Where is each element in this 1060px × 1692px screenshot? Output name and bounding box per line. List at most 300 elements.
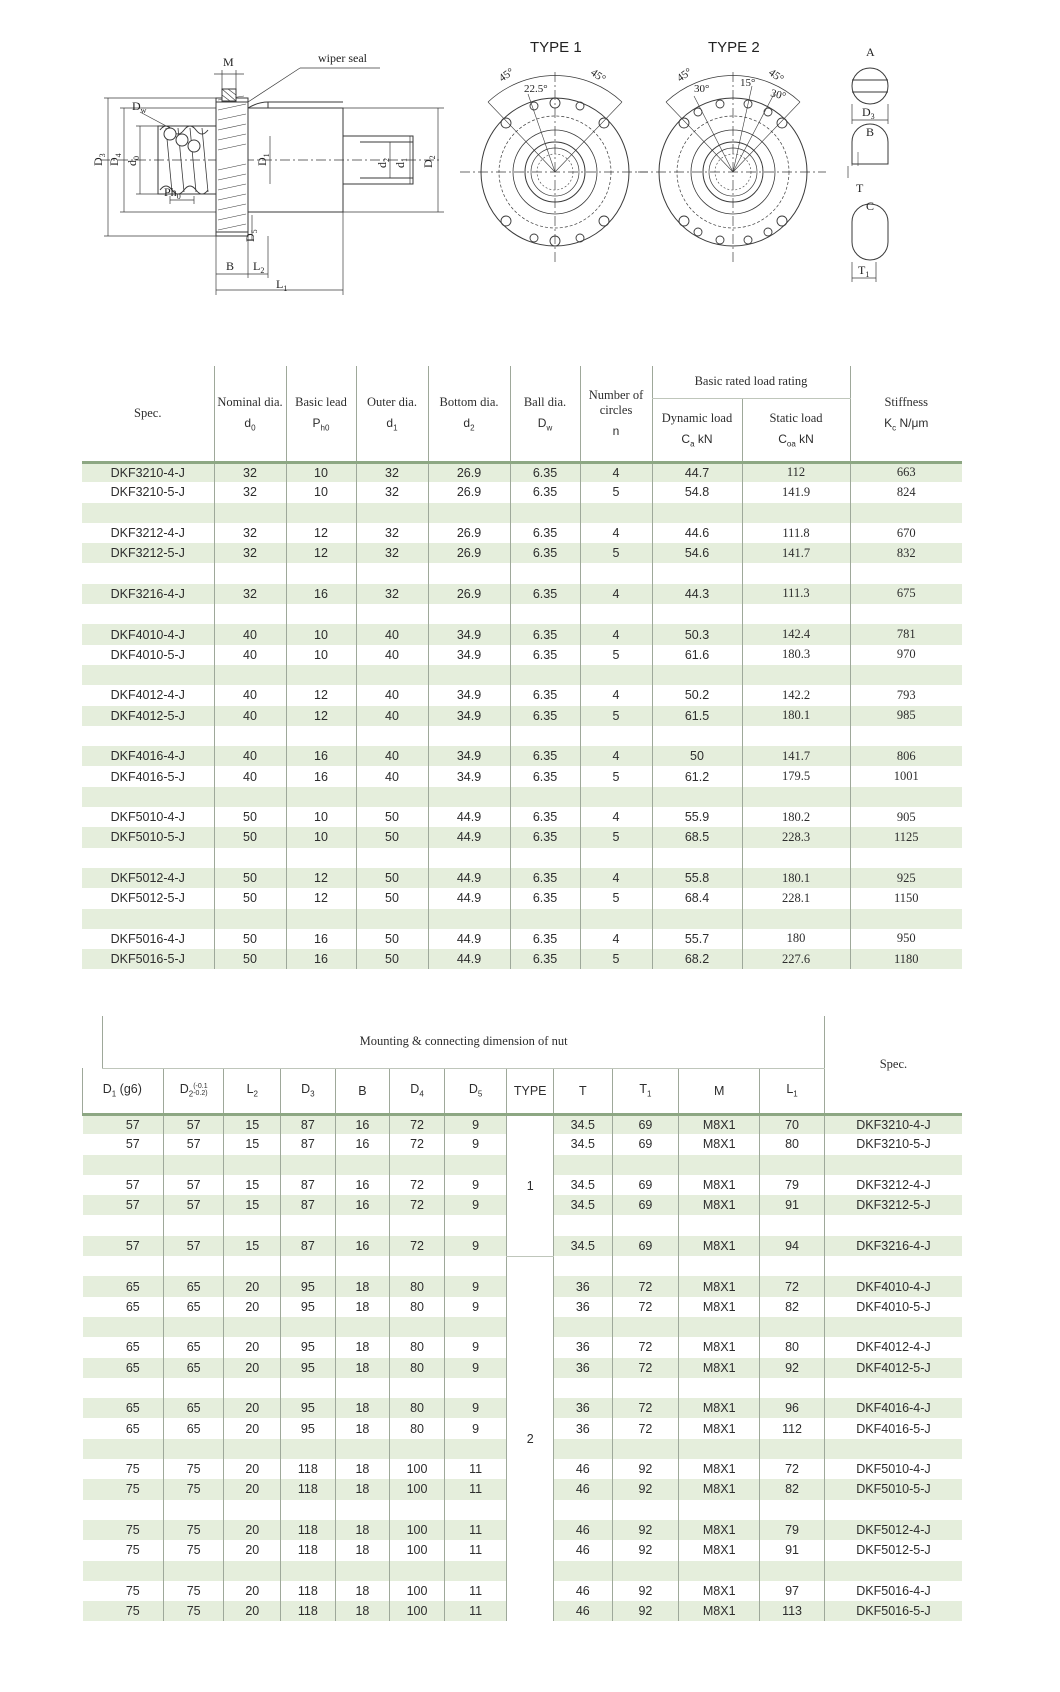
value-cell: 4	[580, 929, 652, 949]
value-cell: 69	[612, 1195, 679, 1215]
value-cell: 92	[612, 1540, 679, 1560]
value-cell	[580, 787, 652, 807]
col-bottom-dia: Bottom dia. $d_2$	[428, 366, 510, 462]
value-cell: 20	[224, 1358, 281, 1378]
spec-cell: DKF5016-4-J	[110, 931, 185, 946]
spec-cell	[824, 1561, 962, 1581]
value-cell	[444, 1378, 507, 1398]
value-cell: 950	[850, 929, 962, 949]
value-cell: 16	[286, 584, 356, 604]
value-cell: 6.35	[510, 706, 580, 726]
value-cell: 69	[612, 1114, 679, 1134]
value-cell: 44.9	[428, 949, 510, 969]
value-cell: 79	[760, 1175, 825, 1195]
value-cell	[444, 1215, 507, 1235]
value-cell: 36	[553, 1297, 612, 1317]
col-dynamic-load: Dynamic load $C_a$ kN	[652, 398, 742, 462]
value-cell	[428, 665, 510, 685]
value-cell: 20	[224, 1418, 281, 1438]
value-cell	[163, 1317, 224, 1337]
value-cell: 12	[286, 868, 356, 888]
value-cell	[214, 604, 286, 624]
value-cell: 781	[850, 624, 962, 644]
value-cell	[553, 1500, 612, 1520]
row-margin	[83, 1418, 103, 1438]
spec-cell	[82, 726, 214, 746]
value-cell: 80	[390, 1276, 445, 1296]
value-cell: 18	[335, 1297, 390, 1317]
value-cell: 50	[214, 827, 286, 847]
value-cell: 112	[742, 462, 850, 482]
value-cell	[652, 665, 742, 685]
value-cell: 11	[444, 1601, 507, 1621]
value-cell: 50	[356, 929, 428, 949]
value-cell: 80	[390, 1297, 445, 1317]
value-cell: 4	[580, 584, 652, 604]
value-cell	[356, 563, 428, 583]
value-cell: 65	[163, 1297, 224, 1317]
spec-cell: DKF3210-4-J	[824, 1114, 962, 1134]
value-cell: 92	[612, 1520, 679, 1540]
value-cell: 65	[163, 1398, 224, 1418]
value-cell	[742, 909, 850, 929]
value-cell	[286, 665, 356, 685]
value-cell	[652, 787, 742, 807]
value-cell	[163, 1256, 224, 1276]
table-row	[82, 868, 962, 888]
table-row	[82, 685, 962, 705]
value-cell	[103, 1378, 164, 1398]
value-cell	[286, 787, 356, 807]
row-margin	[83, 1398, 103, 1418]
value-cell: 20	[224, 1540, 281, 1560]
value-cell	[760, 1317, 825, 1337]
value-cell	[679, 1155, 760, 1175]
value-cell: 20	[224, 1581, 281, 1601]
value-cell: 40	[356, 766, 428, 786]
value-cell: 75	[163, 1520, 224, 1540]
value-cell: 65	[163, 1418, 224, 1438]
value-cell	[652, 563, 742, 583]
value-cell: 57	[125, 1198, 140, 1213]
value-cell: 12	[286, 543, 356, 563]
value-cell: 15	[224, 1114, 281, 1134]
value-cell: 5	[580, 543, 652, 563]
value-cell: 1150	[850, 888, 962, 908]
value-cell	[428, 848, 510, 868]
value-cell: 18	[335, 1520, 390, 1540]
value-cell: 40	[356, 706, 428, 726]
value-cell: 92	[760, 1358, 825, 1378]
value-cell: 11	[444, 1540, 507, 1560]
row-margin	[83, 1337, 103, 1357]
col-M: M	[679, 1068, 760, 1114]
spec-cell: DKF5012-4-J	[110, 871, 185, 886]
value-cell: 905	[850, 807, 962, 827]
value-cell	[335, 1256, 390, 1276]
value-cell	[390, 1378, 445, 1398]
value-cell: 57	[163, 1195, 224, 1215]
value-cell: 55.9	[652, 807, 742, 827]
value-cell: 50	[356, 888, 428, 908]
value-cell	[742, 604, 850, 624]
value-cell: 65	[125, 1360, 140, 1375]
value-cell: 61.2	[652, 766, 742, 786]
value-cell	[335, 1378, 390, 1398]
spacer-row	[83, 1256, 963, 1276]
value-cell: 663	[850, 462, 962, 482]
spec-cell: DKF3212-5-J	[110, 546, 185, 561]
value-cell	[163, 1215, 224, 1235]
value-cell: 180.1	[742, 868, 850, 888]
value-cell	[103, 1500, 164, 1520]
value-cell	[103, 1256, 164, 1276]
col-outer-dia: Outer dia. $d_1$	[356, 366, 428, 462]
col-B: B	[335, 1068, 390, 1114]
value-cell: 55.7	[652, 929, 742, 949]
value-cell: 11	[444, 1520, 507, 1540]
value-cell: 832	[850, 543, 962, 563]
value-cell: 6.35	[510, 543, 580, 563]
value-cell	[224, 1378, 281, 1398]
value-cell: 18	[335, 1540, 390, 1560]
row-margin	[83, 1317, 103, 1337]
spacer-row	[82, 604, 962, 624]
value-cell: 141.9	[742, 482, 850, 502]
type-cell: 1	[507, 1114, 553, 1256]
value-cell: 180	[742, 929, 850, 949]
value-cell: 57	[125, 1238, 140, 1253]
value-cell: 57	[125, 1117, 140, 1132]
value-cell: 6.35	[510, 868, 580, 888]
value-cell: 44.7	[652, 462, 742, 482]
value-cell	[281, 1256, 336, 1276]
value-cell	[390, 1256, 445, 1276]
value-cell: 32	[356, 584, 428, 604]
value-cell: 4	[580, 746, 652, 766]
label-D4: $D_4$	[107, 153, 123, 166]
value-cell: 15	[224, 1195, 281, 1215]
value-cell	[390, 1317, 445, 1337]
value-cell: 87	[281, 1195, 336, 1215]
value-cell: 32	[356, 482, 428, 502]
value-cell: 72	[612, 1358, 679, 1378]
value-cell	[335, 1155, 390, 1175]
value-cell	[214, 563, 286, 583]
value-cell: 75	[125, 1604, 140, 1619]
col-ball-dia: Ball dia. $D_w$	[510, 366, 580, 462]
value-cell: 57	[163, 1236, 224, 1256]
type1-title: TYPE 1	[530, 39, 582, 56]
value-cell: M8X1	[679, 1601, 760, 1621]
value-cell: 26.9	[428, 523, 510, 543]
value-cell	[390, 1215, 445, 1235]
value-cell: 12	[286, 685, 356, 705]
spec-cell: DKF5012-5-J	[824, 1540, 962, 1560]
value-cell	[850, 604, 962, 624]
value-cell: 32	[214, 543, 286, 563]
spec-cell: DKF5010-5-J	[110, 830, 185, 845]
shape-label-D3: $D_3$	[862, 105, 875, 121]
value-cell: 6.35	[510, 766, 580, 786]
value-cell	[652, 909, 742, 929]
value-cell: 1180	[850, 949, 962, 969]
value-cell	[356, 665, 428, 685]
col-spec: Spec.	[82, 366, 214, 462]
value-cell	[553, 1378, 612, 1398]
value-cell	[742, 503, 850, 523]
value-cell	[510, 787, 580, 807]
value-cell: 75	[163, 1540, 224, 1560]
value-cell: 46	[553, 1520, 612, 1540]
col-T: T	[553, 1068, 612, 1114]
value-cell: 69	[612, 1175, 679, 1195]
value-cell: 32	[356, 543, 428, 563]
value-cell	[742, 665, 850, 685]
value-cell	[580, 604, 652, 624]
value-cell: 87	[281, 1134, 336, 1154]
spec-cell	[82, 563, 214, 583]
value-cell: 36	[553, 1276, 612, 1296]
value-cell: 15	[224, 1236, 281, 1256]
value-cell: 75	[163, 1601, 224, 1621]
value-cell	[652, 503, 742, 523]
value-cell: 16	[335, 1114, 390, 1134]
spacer-row	[82, 787, 962, 807]
value-cell: 4	[580, 462, 652, 482]
value-cell: 44.9	[428, 868, 510, 888]
value-cell: 40	[356, 624, 428, 644]
table-row	[82, 766, 962, 786]
value-cell: 92	[612, 1581, 679, 1601]
value-cell: 57	[163, 1175, 224, 1195]
spec-cell	[82, 665, 214, 685]
row-margin	[83, 1581, 103, 1601]
value-cell: 15	[224, 1175, 281, 1195]
value-cell	[679, 1439, 760, 1459]
label-B: B	[226, 259, 235, 273]
value-cell	[163, 1155, 224, 1175]
value-cell: 95	[281, 1398, 336, 1418]
value-cell: 20	[224, 1276, 281, 1296]
value-cell: 100	[390, 1601, 445, 1621]
value-cell	[580, 848, 652, 868]
type1-angle-mid: 22.5°	[524, 83, 548, 95]
col-D2: $D_2(-0.1$ -0.2)	[163, 1068, 224, 1114]
col-group-basic-rated-load: Basic rated load rating	[652, 366, 850, 398]
value-cell: 20	[224, 1520, 281, 1540]
value-cell: 57	[125, 1137, 140, 1152]
value-cell: 44.9	[428, 888, 510, 908]
value-cell	[335, 1500, 390, 1520]
value-cell	[214, 503, 286, 523]
value-cell: 670	[850, 523, 962, 543]
value-cell: 72	[390, 1195, 445, 1215]
table-row	[82, 807, 962, 827]
value-cell: 26.9	[428, 584, 510, 604]
value-cell	[760, 1439, 825, 1459]
shape-label-A: A	[866, 45, 875, 59]
value-cell: 6.35	[510, 949, 580, 969]
table-row	[82, 706, 962, 726]
value-cell	[428, 503, 510, 523]
table-row	[82, 523, 962, 543]
value-cell: 80	[760, 1337, 825, 1357]
value-cell: 87	[281, 1114, 336, 1134]
value-cell: 228.3	[742, 827, 850, 847]
value-cell: 26.9	[428, 462, 510, 482]
value-cell: 9	[444, 1114, 507, 1134]
value-cell: M8X1	[679, 1398, 760, 1418]
value-cell: 91	[760, 1540, 825, 1560]
value-cell	[390, 1439, 445, 1459]
value-cell: 75	[163, 1479, 224, 1499]
value-cell: 40	[214, 766, 286, 786]
value-cell: 111.8	[742, 523, 850, 543]
value-cell	[850, 563, 962, 583]
value-cell	[428, 563, 510, 583]
value-cell: 50.2	[652, 685, 742, 705]
row-margin	[83, 1479, 103, 1499]
value-cell: 57	[125, 1178, 140, 1193]
value-cell: 40	[214, 706, 286, 726]
value-cell: 50	[214, 949, 286, 969]
value-cell: M8X1	[679, 1520, 760, 1540]
type1-angle-left: 45°	[496, 65, 517, 85]
table-row	[82, 543, 962, 563]
value-cell: 65	[125, 1279, 140, 1294]
value-cell	[335, 1439, 390, 1459]
value-cell: 68.5	[652, 827, 742, 847]
value-cell: 16	[286, 766, 356, 786]
value-cell	[850, 909, 962, 929]
value-cell: 118	[281, 1601, 336, 1621]
value-cell	[510, 726, 580, 746]
spacer-row	[82, 503, 962, 523]
col-D3: $D_3$	[281, 1068, 336, 1114]
value-cell: 61.6	[652, 645, 742, 665]
value-cell: 95	[281, 1337, 336, 1357]
spec-cell: DKF3210-5-J	[110, 485, 185, 500]
value-cell	[163, 1561, 224, 1581]
value-cell: 94	[760, 1236, 825, 1256]
row-margin	[83, 1134, 103, 1154]
col-basic-lead: Basic lead $P_{h0}$	[286, 366, 356, 462]
value-cell	[390, 1155, 445, 1175]
value-cell	[612, 1439, 679, 1459]
value-cell: 10	[286, 462, 356, 482]
value-cell	[612, 1256, 679, 1276]
value-cell	[652, 726, 742, 746]
value-cell	[742, 787, 850, 807]
value-cell: 34.9	[428, 766, 510, 786]
row-margin	[83, 1540, 103, 1560]
value-cell: 34.9	[428, 624, 510, 644]
value-cell: 36	[553, 1337, 612, 1357]
value-cell: 50	[356, 949, 428, 969]
value-cell	[214, 665, 286, 685]
value-cell: 11	[444, 1581, 507, 1601]
label-D1: $D_1$	[255, 153, 271, 166]
spacer-row	[82, 563, 962, 583]
type2-angle-a: 30°	[694, 83, 710, 95]
label-d0: $d_0$	[125, 156, 141, 166]
value-cell: 118	[281, 1581, 336, 1601]
value-cell	[103, 1215, 164, 1235]
value-cell	[742, 848, 850, 868]
value-cell: 18	[335, 1418, 390, 1438]
spacer-row	[82, 909, 962, 929]
value-cell: 50	[214, 807, 286, 827]
col-number-of-circles: Number of circles n	[580, 366, 652, 462]
value-cell: 97	[760, 1581, 825, 1601]
value-cell: 10	[286, 807, 356, 827]
spec-cell: DKF5016-5-J	[110, 952, 185, 967]
spec-cell	[82, 909, 214, 929]
value-cell: 6.35	[510, 482, 580, 502]
value-cell: 20	[224, 1337, 281, 1357]
value-cell: 16	[286, 949, 356, 969]
value-cell	[224, 1256, 281, 1276]
value-cell: M8X1	[679, 1195, 760, 1215]
value-cell	[679, 1256, 760, 1276]
spec-cell	[82, 848, 214, 868]
value-cell: 44.6	[652, 523, 742, 543]
value-cell: 75	[125, 1583, 140, 1598]
value-cell: 16	[335, 1195, 390, 1215]
value-cell: 9	[444, 1236, 507, 1256]
spec-cell: DKF4010-5-J	[824, 1297, 962, 1317]
value-cell: 18	[335, 1276, 390, 1296]
value-cell: 9	[444, 1276, 507, 1296]
value-cell: 180.1	[742, 706, 850, 726]
value-cell: 34.5	[553, 1195, 612, 1215]
value-cell: M8X1	[679, 1134, 760, 1154]
value-cell: 18	[335, 1479, 390, 1499]
value-cell: 20	[224, 1297, 281, 1317]
value-cell: 72	[612, 1398, 679, 1418]
value-cell: 65	[125, 1421, 140, 1436]
value-cell: M8X1	[679, 1540, 760, 1560]
value-cell	[760, 1256, 825, 1276]
value-cell: 16	[335, 1134, 390, 1154]
label-wiper-seal: wiper seal	[318, 51, 367, 65]
spec-cell: DKF5016-5-J	[824, 1601, 962, 1621]
value-cell: 72	[390, 1114, 445, 1134]
spec-cell: DKF3212-4-J	[824, 1175, 962, 1195]
value-cell: 65	[125, 1401, 140, 1416]
value-cell	[281, 1378, 336, 1398]
table-row	[82, 827, 962, 847]
value-cell	[286, 848, 356, 868]
value-cell	[652, 848, 742, 868]
label-Dw: $D_w$	[132, 99, 147, 115]
value-cell: 16	[286, 929, 356, 949]
value-cell: 142.2	[742, 685, 850, 705]
value-cell	[553, 1561, 612, 1581]
value-cell: 675	[850, 584, 962, 604]
value-cell: 26.9	[428, 543, 510, 563]
technical-drawing	[0, 0, 1060, 320]
spec-cell	[824, 1256, 962, 1276]
spec-cell: DKF3216-4-J	[824, 1236, 962, 1256]
value-cell: 20	[224, 1398, 281, 1418]
value-cell: 113	[760, 1601, 825, 1621]
value-cell: 9	[444, 1195, 507, 1215]
row-margin	[83, 1459, 103, 1479]
value-cell: 6.35	[510, 523, 580, 543]
label-d2: $d_2$	[375, 158, 391, 168]
